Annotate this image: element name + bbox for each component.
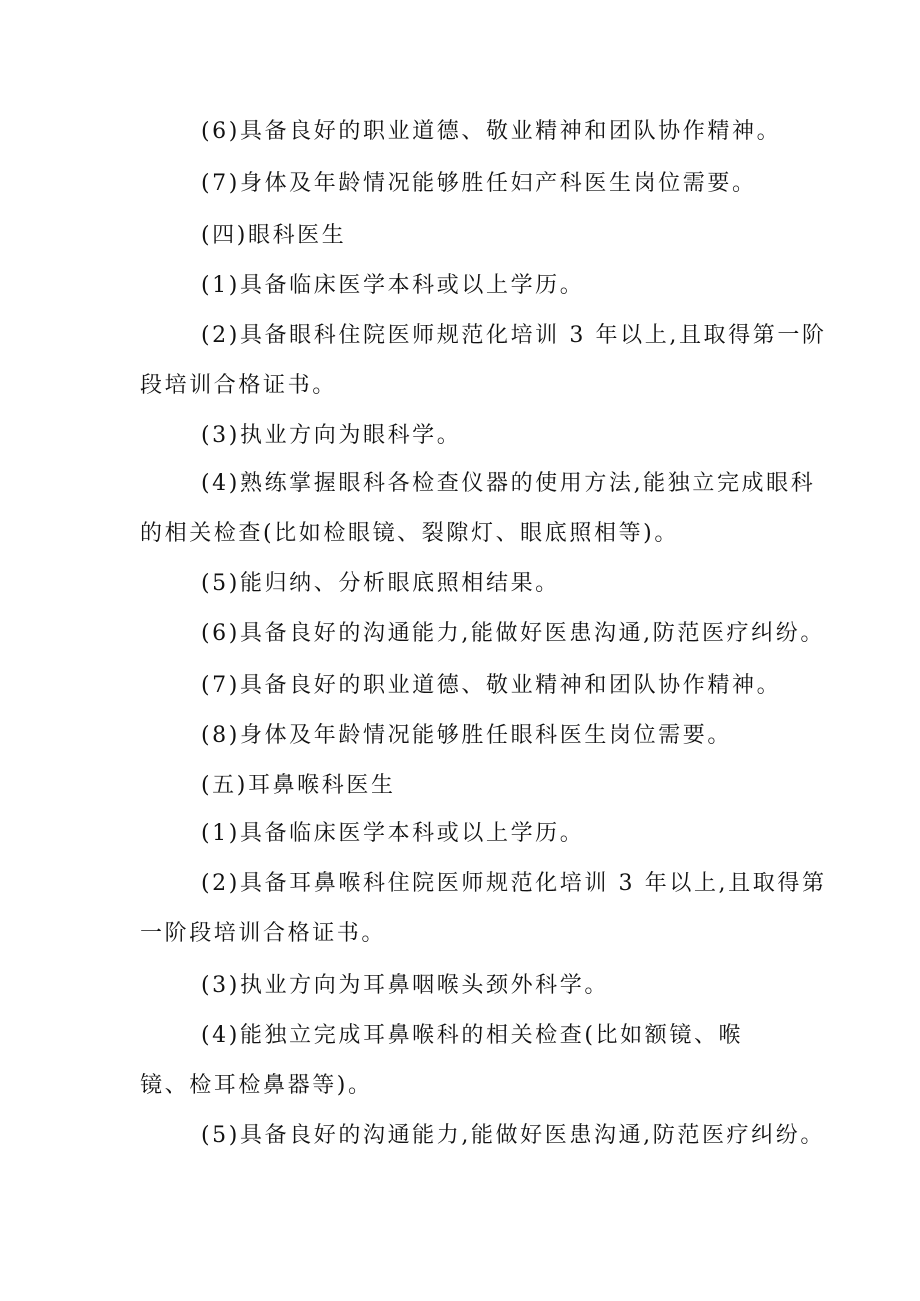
paragraph-continuation: 一阶段培训合格证书。: [140, 921, 387, 946]
paragraph-line: (2)具备眼科住院医师规范化培训 3 年以上,且取得第一阶: [201, 323, 827, 348]
paragraph-continuation: 镜、检耳检鼻器等)。: [140, 1073, 373, 1098]
paragraph-line: (5)具备良好的沟通能力,能做好医患沟通,防范医疗纠纷。: [201, 1123, 825, 1148]
paragraph-line: (1)具备临床医学本科或以上学历。: [201, 273, 585, 298]
section-heading: (五)耳鼻喉科医生: [201, 773, 396, 798]
paragraph-line: (7)身体及年龄情况能够胜任妇产科医生岗位需要。: [201, 171, 757, 196]
paragraph-line: (1)具备临床医学本科或以上学历。: [201, 821, 585, 846]
section-heading: (四)眼科医生: [201, 223, 347, 248]
paragraph-line: (3)执业方向为耳鼻咽喉头颈外科学。: [201, 973, 609, 998]
paragraph-line: (8)身体及年龄情况能够胜任眼科医生岗位需要。: [201, 723, 732, 748]
paragraph-line: (4)熟练掌握眼科各检查仪器的使用方法,能独立完成眼科: [201, 471, 816, 496]
paragraph-line: (2)具备耳鼻喉科住院医师规范化培训 3 年以上,且取得第: [201, 871, 827, 896]
paragraph-line: (6)具备良好的职业道德、敬业精神和团队协作精神。: [201, 119, 782, 144]
paragraph-line: (4)能独立完成耳鼻喉科的相关检查(比如额镜、喉: [201, 1023, 744, 1048]
paragraph-line: (6)具备良好的沟通能力,能做好医患沟通,防范医疗纠纷。: [201, 621, 825, 646]
paragraph-line: (5)能归纳、分析眼底照相结果。: [201, 571, 560, 596]
paragraph-continuation: 段培训合格证书。: [140, 373, 337, 398]
paragraph-line: (3)执业方向为眼科学。: [201, 423, 462, 448]
paragraph-line: (7)具备良好的职业道德、敬业精神和团队协作精神。: [201, 673, 782, 698]
paragraph-continuation: 的相关检查(比如检眼镜、裂隙灯、眼底照相等)。: [140, 521, 679, 546]
